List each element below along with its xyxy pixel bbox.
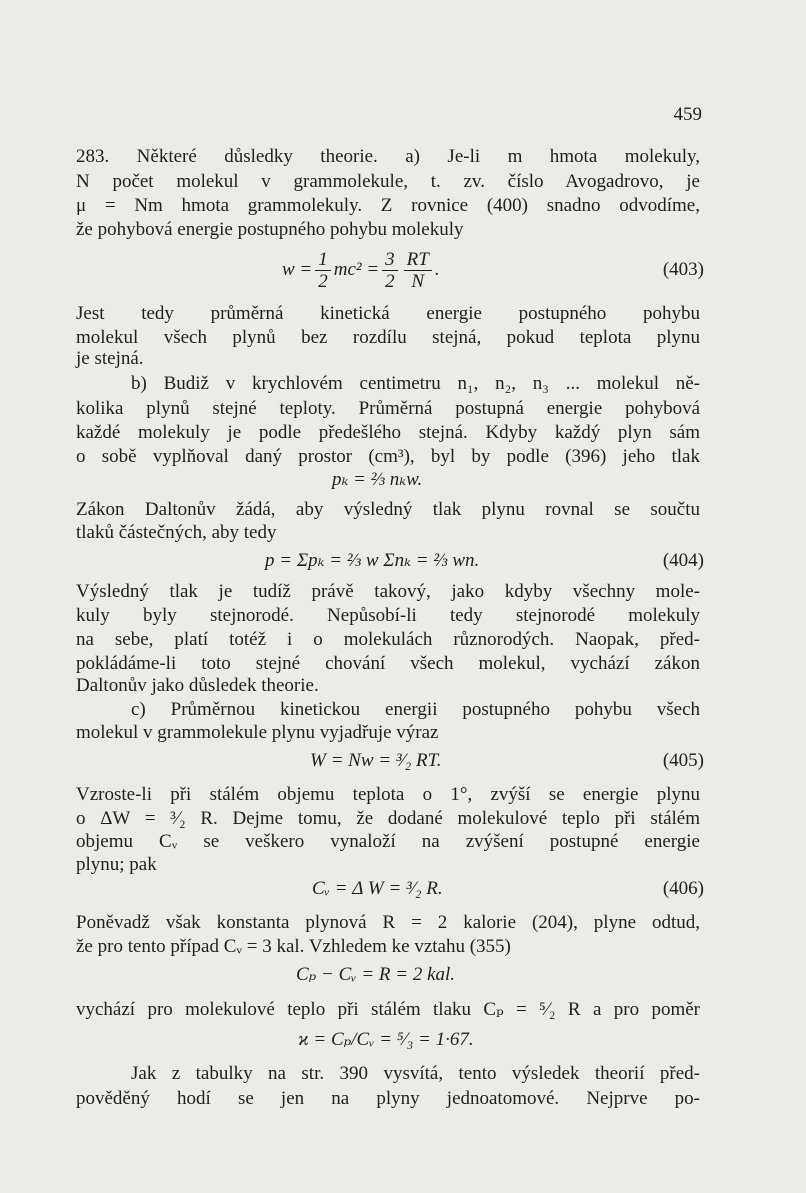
- numerator: RT: [404, 249, 432, 271]
- equation-number: (404): [662, 550, 704, 571]
- text-line: tlaků částečných, aby tedy: [76, 522, 277, 543]
- text-line: plynu; pak: [76, 854, 157, 875]
- text-line: Jak z tabulky na str. 390 vysvítá, tento výsledek theorií před-: [131, 1063, 700, 1084]
- equation-406: Cᵥ = Δ W = ³⁄₂ R.: [312, 878, 443, 899]
- equation-pk: pₖ = ⅔ nₖw.: [332, 469, 423, 490]
- text-line: o ΔW = ³⁄₂ R. Dejme tomu, že dodané molekulové teplo při stálém: [76, 808, 700, 829]
- text-line: kuly byly stejnorodé. Nepůsobí-li tedy stejnorodé molekuly: [76, 605, 700, 626]
- denominator: 2: [318, 271, 328, 293]
- eq403-w: w =: [282, 259, 313, 280]
- text-line: pokládáme-li toto stejné chování všech molekul, vychází zákon: [76, 653, 700, 674]
- fraction-rt-n: [404, 249, 432, 292]
- text-line: že pohybová energie postupného pohybu molekuly: [76, 219, 464, 240]
- equation-number: (403): [662, 259, 704, 280]
- text-line: Jest tedy průměrná kinetická energie postupného pohybu: [76, 303, 700, 324]
- equation-403: [282, 248, 440, 296]
- text-line: o sobě vyplňoval daný prostor (cm³), byl by podle (396) jeho tlak: [76, 446, 700, 467]
- fraction-half: [315, 249, 331, 292]
- equation-cp-cv: Cₚ − Cᵥ = R = 2 kal.: [296, 964, 456, 985]
- equation-number: (406): [662, 878, 704, 899]
- text-line: že pro tento případ Cᵥ = 3 kal. Vzhledem ke vztahu (355): [76, 936, 511, 957]
- numerator: 3: [382, 249, 398, 271]
- text-line: vychází pro molekulové teplo při stálém tlaku Cₚ = ⁵⁄₂ R a pro poměr: [76, 999, 700, 1020]
- text-line: c) Průměrnou kinetickou energii postupného pohybu všech: [131, 699, 700, 720]
- text-line: pověděný hodí se jen na plyny jednoatomové. Nejprve po-: [76, 1088, 700, 1109]
- text-line: Daltonův jako důsledek theorie.: [76, 675, 319, 696]
- text-line: molekul všech plynů bez rozdílu stejná, pokud teplota plynu: [76, 327, 700, 348]
- denominator: 2: [385, 271, 395, 293]
- equation-number: (405): [662, 750, 704, 771]
- text-line: Zákon Daltonův žádá, aby výsledný tlak plynu rovnal se součtu: [76, 499, 700, 520]
- text-line: molekul v grammolekule plynu vyjadřuje výraz: [76, 722, 439, 743]
- denominator: N: [411, 271, 425, 293]
- text-line: Poněvadž však konstanta plynová R = 2 kalorie (204), plyne odtud,: [76, 912, 700, 933]
- text-line: objemu Cᵥ se veškero vynaloží na zvýšení postupné energie: [76, 831, 700, 852]
- text-line: na sebe, platí totéž i o molekulách různorodých. Naopak, před-: [76, 629, 700, 650]
- numerator: 1: [315, 249, 331, 271]
- text-line: kolika plynů stejné teploty. Průměrná postupná energie pohybová: [76, 398, 700, 419]
- text-line: každé molekuly je podle předešlého stejná. Kdyby každý plyn sám: [76, 422, 700, 443]
- text-line: je stejná.: [76, 348, 144, 369]
- text-line: 283. Některé důsledky theorie. a) Je-li m hmota molekuly,: [76, 146, 700, 167]
- equation-405: W = Nw = ³⁄₂ RT.: [310, 750, 442, 771]
- text-line: Výsledný tlak je tudíž právě takový, jako kdyby všechny mole-: [76, 581, 700, 602]
- text-line: μ = Nm hmota grammolekuly. Z rovnice (400) snadno odvodíme,: [76, 195, 700, 216]
- page-number: 459: [673, 104, 702, 125]
- eq403-mc: mc² =: [333, 259, 380, 280]
- fraction-three-halves: [382, 249, 398, 292]
- equation-kappa: ϰ = Cₚ/Cᵥ = ⁵⁄₃ = 1·67.: [298, 1029, 474, 1050]
- text-line: b) Budiž v krychlovém centimetru n₁, n₂, n₃ ... molekul ně-: [131, 373, 700, 394]
- eq403-end: .: [434, 259, 440, 280]
- equation-404: p = Σpₖ = ⅔ w Σnₖ = ⅔ wn.: [265, 550, 480, 571]
- text-line: Vzroste-li při stálém objemu teplota o 1°, zvýší se energie plynu: [76, 784, 700, 805]
- text-line: N počet molekul v grammolekule, t. zv. číslo Avogadrovo, je: [76, 171, 700, 192]
